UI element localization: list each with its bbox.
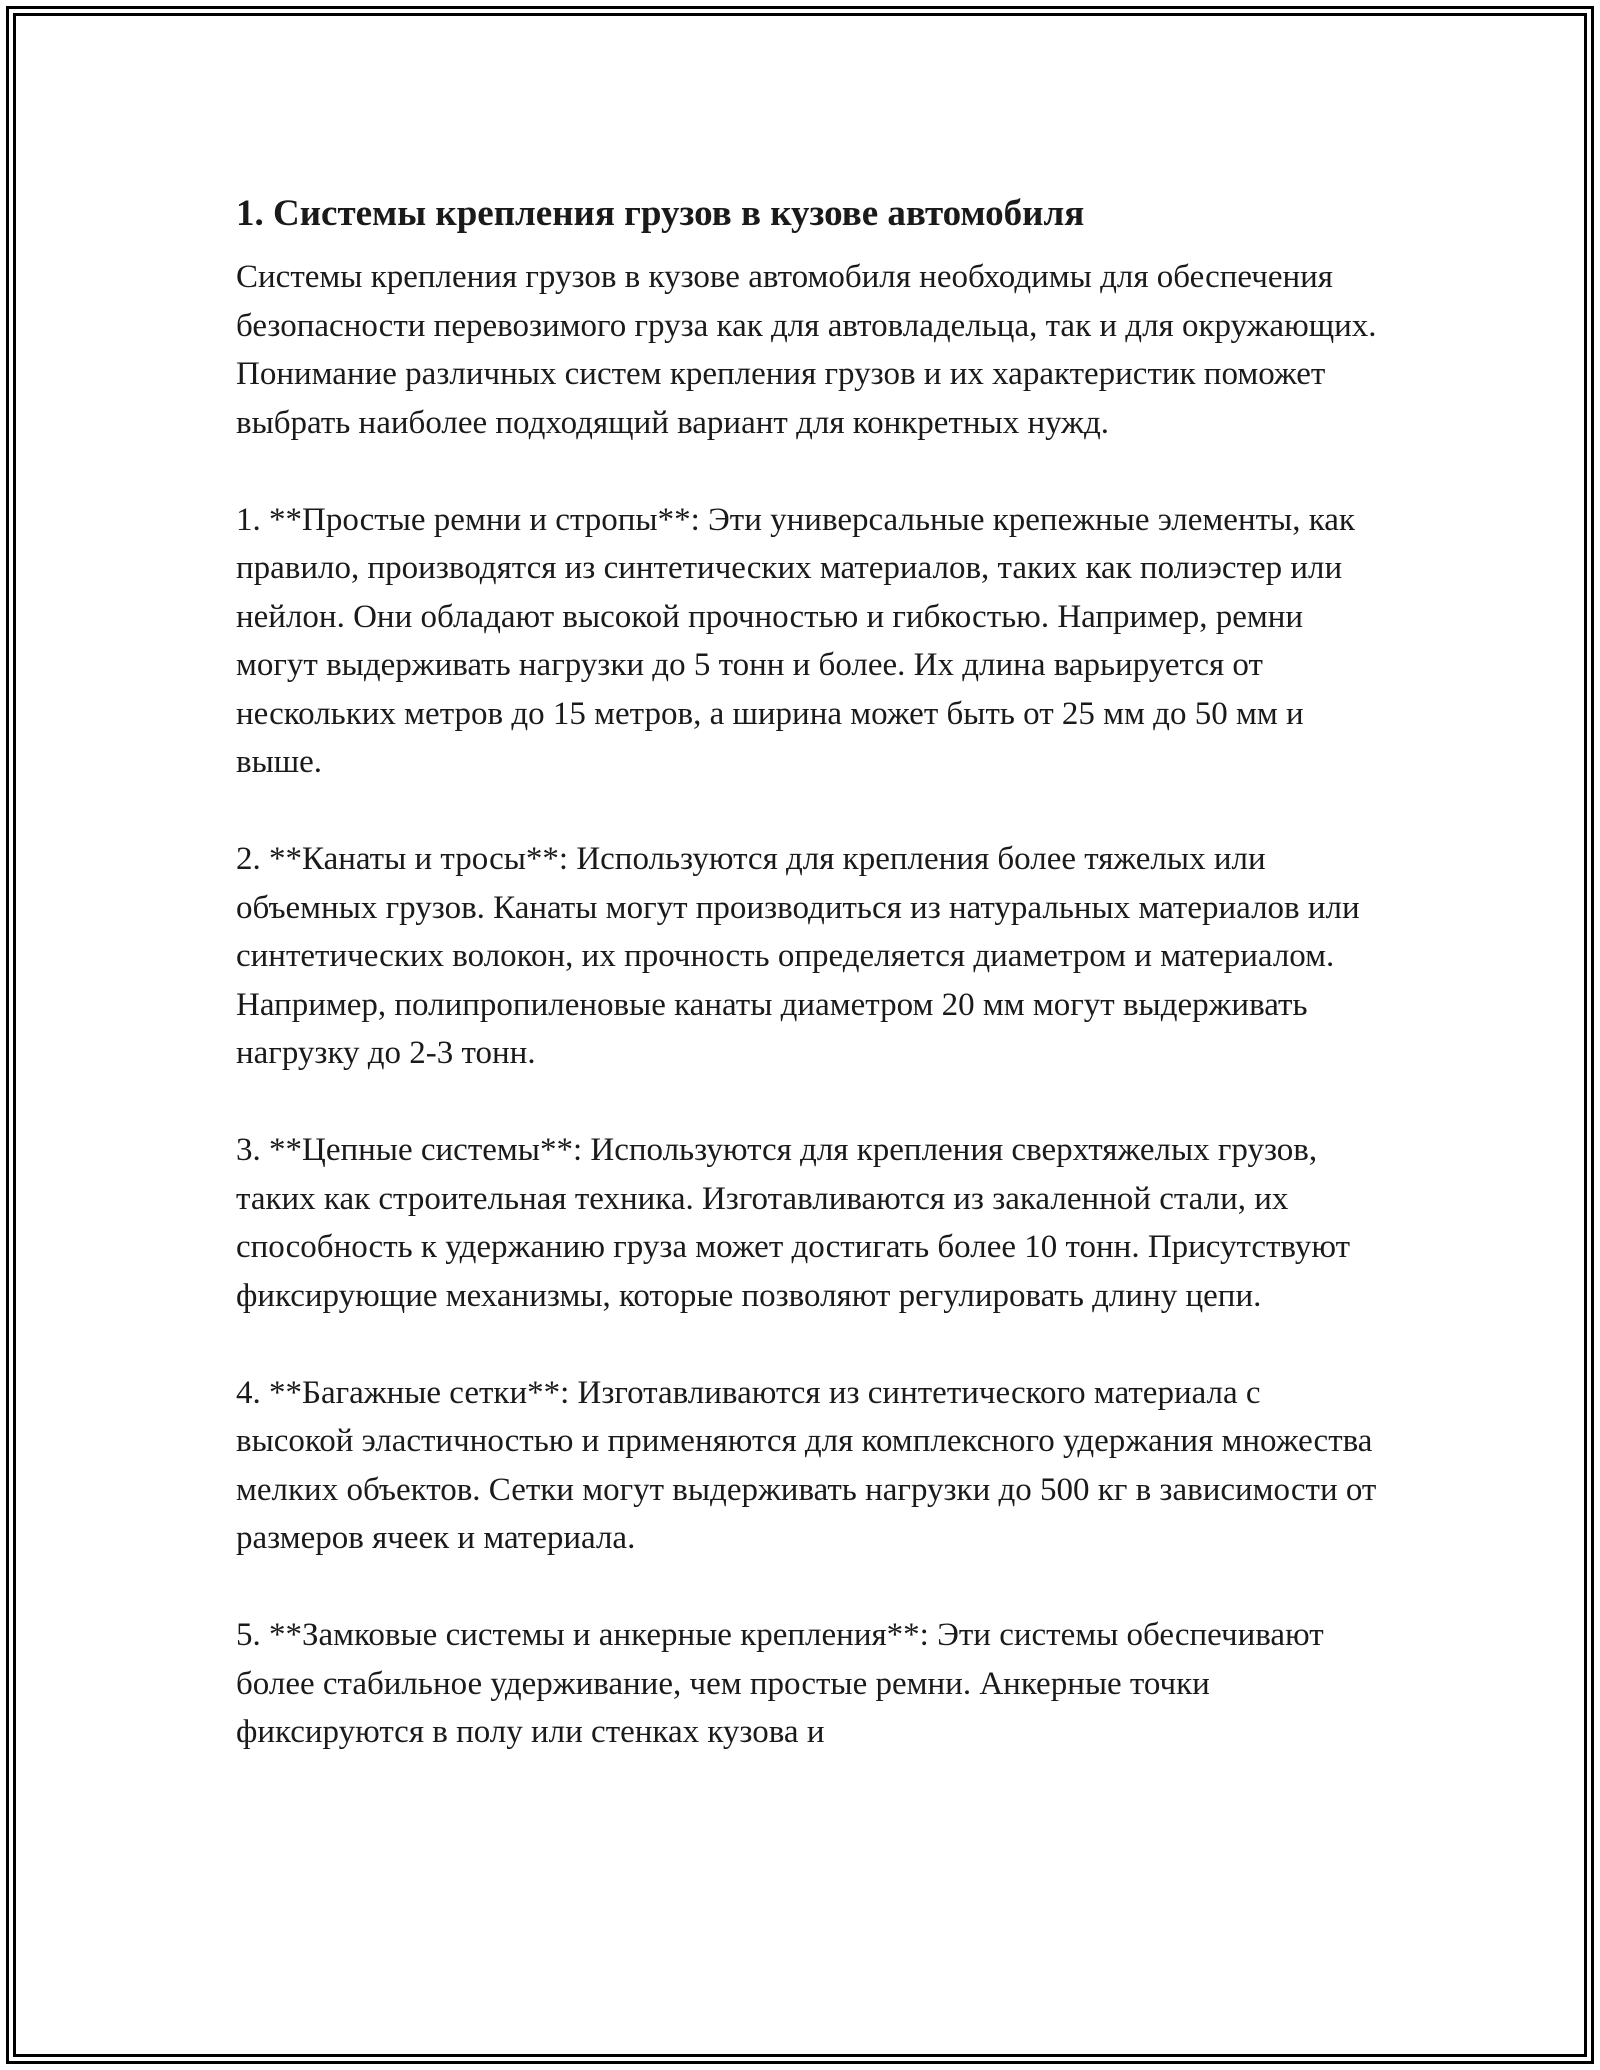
list-item-anchors: 5. **Замковые системы и анкерные крепления**: Эти системы обеспечивают более стабильное удерживание, чем простые ремни. Анкерные точки фиксируются в полу или стенках кузова и bbox=[236, 1617, 1324, 1750]
intro-paragraph: Системы крепления грузов в кузове автомобиля необходимы для обеспечения безопасности перевозимого груза как для автовладельца, так и для окружающих. Понимание различных систем крепления грузов и их характеристик поможет выбрать наиболее подходящий вариант для конкретных нужд. bbox=[236, 259, 1377, 441]
list-item-chains: 3. **Цепные системы**: Используются для крепления сверхтяжелых грузов, таких как строительная техника. Изготавливаются из закаленной стали, их способность к удержанию груза может достигать более 10 тонн. Присутствуют фиксирующие механизмы, которые позволяют регулировать длину цепи. bbox=[236, 1132, 1351, 1314]
list-item-nets: 4. **Багажные сетки**: Изготавливаются из синтетического материала с высокой эластичностью и применяются для комплексного удержания множества мелких объектов. Сетки могут выдерживать нагрузки до 500 кг в зависимости от размеров ячеек и материала. bbox=[236, 1374, 1377, 1556]
list-item-straps: 1. **Простые ремни и стропы**: Эти универсальные крепежные элементы, как правило, производятся из синтетических материалов, таких как полиэстер или нейлон. Они обладают высокой прочностью и гибкостью. Например, ремни могут выдерживать нагрузки до 5 тонн и более. Их длина варьируется от нескольких метров до 15 метров, а ширина может быть от 25 мм до 50 мм и выше. bbox=[236, 501, 1355, 780]
list-item-ropes: 2. **Канаты и тросы**: Используются для крепления более тяжелых или объемных грузов. Канаты могут производиться из натуральных материалов или синтетических волокон, их прочность определяется диаметром и материалом. Например, полипропиленовые канаты диаметром 20 мм могут выдерживать нагрузку до 2-3 тонн. bbox=[236, 841, 1360, 1071]
section-title: 1. Системы крепления грузов в кузове автомобиля bbox=[236, 193, 1085, 234]
document-body bbox=[236, 185, 1381, 1805]
